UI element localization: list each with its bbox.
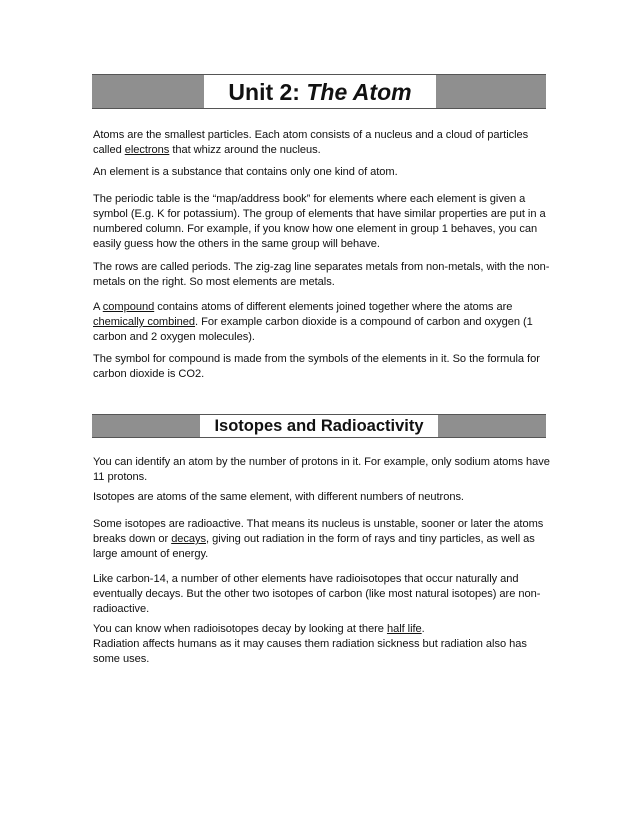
term-decays: decays	[171, 533, 207, 545]
text: Isotopes are atoms of the same element, with different numbers of neutrons.	[93, 491, 464, 503]
text: The periodic table is the “map/address book” for elements where each element is given a symbol (E.g. K for potassium). The group of elements that have similar properties are put in a numbered column. For example, if you know how one element in group 1 behaves, you can easily guess how the others in the same group will behave.	[93, 193, 546, 250]
paragraph-carbon-14	[93, 572, 553, 617]
paragraph-atoms	[93, 128, 553, 158]
text: The symbol for compound is made from the symbols of the elements in it. So the formula for carbon dioxide is CO2.	[93, 353, 540, 380]
term-chemically-combined: chemically combined	[93, 316, 196, 328]
title-banner	[92, 74, 546, 109]
text: that whizz around the nucleus.	[169, 144, 321, 156]
text: . For example carbon dioxide is a compound of carbon and oxygen (1 carbon and 2 oxygen molecules).	[93, 316, 533, 343]
text: .	[421, 623, 425, 635]
paragraph-half-life	[93, 622, 553, 637]
paragraph-compound	[93, 300, 553, 345]
paragraph-isotopes	[93, 490, 553, 505]
paragraph-periodic-table	[93, 192, 553, 252]
paragraph-radiation	[93, 637, 553, 667]
term-electrons: electrons	[124, 144, 170, 156]
page-title	[204, 75, 436, 108]
text: , giving out radiation in the form of rays and tiny particles, as well as large amount of energy.	[93, 533, 535, 560]
text: contains atoms of different elements joined together where the atoms are	[154, 301, 513, 313]
paragraph-identify	[93, 455, 553, 485]
text: Like carbon-14, a number of other elements have radioisotopes that occur naturally and eventually decays. But the other two isotopes of carbon (like most natural isotopes) are non-radioactive.	[93, 573, 541, 615]
text: An element is a substance that contains only one kind of atom.	[93, 166, 398, 178]
text: The rows are called periods. The zig-zag line separates metals from non-metals, with the non-metals on the right. So most elements are metals.	[93, 261, 550, 288]
text: A	[93, 301, 103, 313]
text: Some isotopes are radioactive. That means its nucleus is unstable, sooner or later the atoms breaks down or	[93, 518, 544, 545]
text: Atoms are the smallest particles. Each atom consists of a nucleus and a cloud of particles called	[93, 129, 529, 156]
text: You can know when radioisotopes decay by looking at there	[93, 623, 387, 635]
paragraph-periods	[93, 260, 553, 290]
paragraph-element	[93, 165, 553, 180]
paragraph-radioactive	[93, 517, 553, 562]
text: Radiation affects humans as it may causes them radiation sickness but radiation also has some uses.	[93, 638, 527, 665]
paragraph-symbol	[93, 352, 553, 382]
title-prefix: Unit 2:	[228, 79, 307, 105]
term-compound: compound	[102, 301, 155, 313]
title-emphasis: The Atom	[306, 79, 412, 105]
section-title: Isotopes and Radioactivity	[200, 415, 438, 437]
section-banner	[92, 414, 546, 438]
text: You can identify an atom by the number of protons in it. For example, only sodium atoms have 11 protons.	[93, 456, 550, 483]
term-half-life: half life	[386, 623, 422, 635]
